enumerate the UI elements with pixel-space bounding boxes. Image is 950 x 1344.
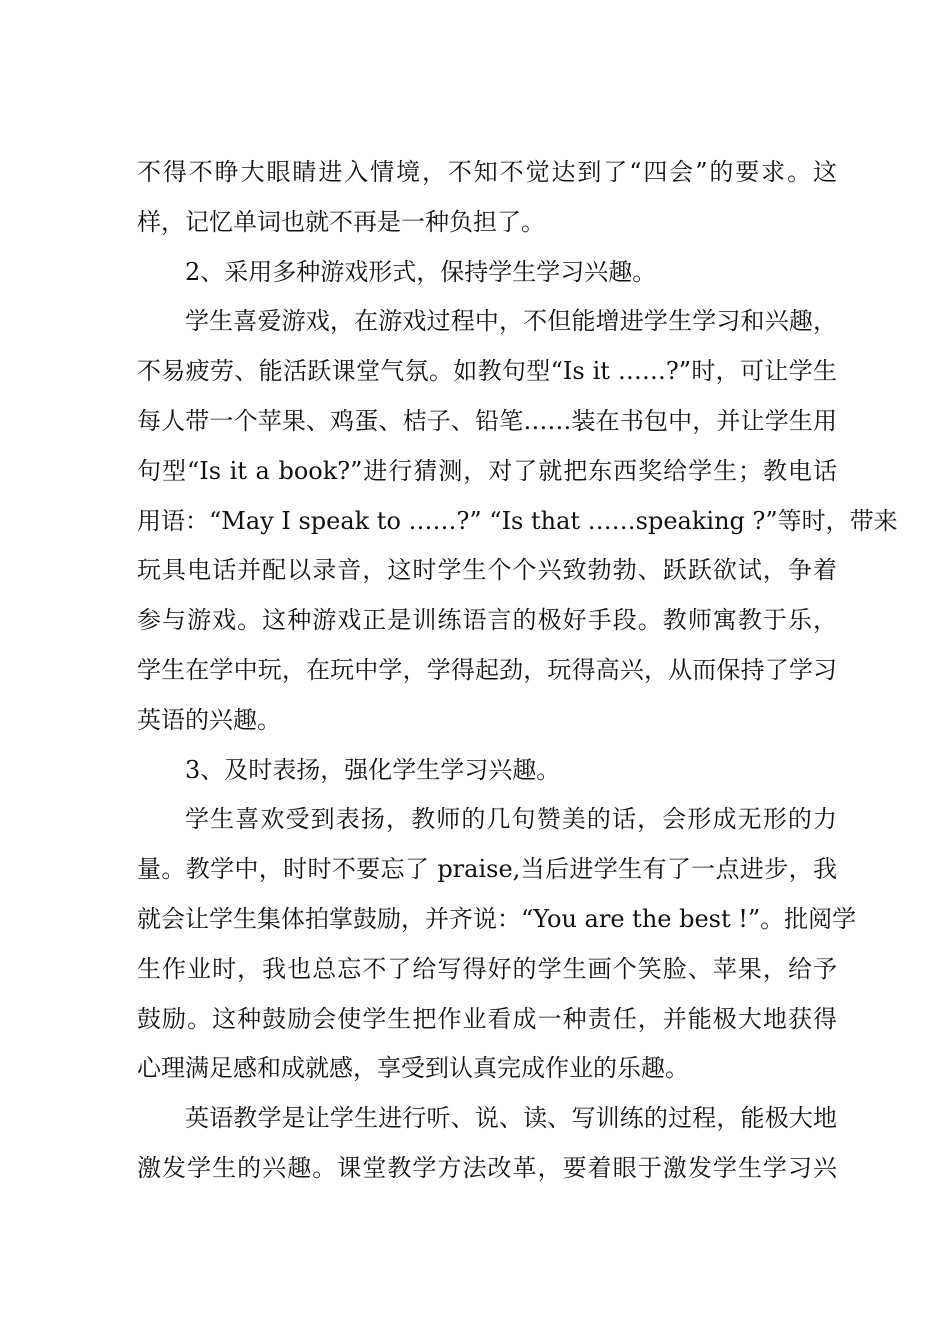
text-line: 参与游戏。这种游戏正是训练语言的极好手段。教师寓教于乐，: [137, 606, 837, 635]
text-line: 英语的兴趣。: [137, 705, 281, 734]
text-line: 用语：“May I speak to ……?” “Is that ……speaking ?”等时，带来: [137, 506, 898, 535]
text-line: 不易疲劳、能活跃课堂气氛。如教句型“Is it ……?”时，可让学生: [137, 357, 837, 386]
text-line: 心理满足感和成就感，享受到认真完成作业的乐趣。: [137, 1054, 689, 1083]
text-line: 生作业时，我也总忘不了给写得好的学生画个笑脸、苹果，给予: [137, 954, 837, 983]
text-line: 玩具电话并配以录音，这时学生个个兴致勃勃、跃跃欲试，争着: [137, 556, 837, 585]
text-line: 不得不睁大眼睛进入情境，不知不觉达到了“四会”的要求。这: [137, 158, 837, 186]
text-line: 每人带一个苹果、鸡蛋、桔子、铅笔……装在书包中，并让学生用: [137, 406, 837, 435]
text-line: 学生喜爱游戏，在游戏过程中，不但能增进学生学习和兴趣，: [185, 307, 837, 336]
text-line: 激发学生的兴趣。课堂教学方法改革，要着眼于激发学生学习兴: [137, 1153, 837, 1182]
section-heading-3: 3、及时表扬，强化学生学习兴趣。: [185, 755, 561, 784]
body-text: [137, 148, 898, 1194]
text-line: 样，记忆单词也就不再是一种负担了。: [137, 207, 545, 236]
text-line: 学生在学中玩，在玩中学，学得起劲，玩得高兴，从而保持了学习: [137, 655, 837, 684]
text-line: 英语教学是让学生进行听、说、读、写训练的过程，能极大地: [185, 1104, 837, 1133]
text-line: 就会让学生集体拍掌鼓励，并齐说：“You are the best !”。批阅学: [137, 904, 857, 933]
text-line: 鼓励。这种鼓励会使学生把作业看成一种责任，并能极大地获得: [137, 1004, 837, 1033]
section-heading-2: 2、采用多种游戏形式，保持学生学习兴趣。: [185, 257, 657, 286]
text-line: 学生喜欢受到表扬，教师的几句赞美的话，会形成无形的力: [185, 805, 837, 834]
text-line: 句型“Is it a book?”进行猜测，对了就把东西奖给学生；教电话: [137, 456, 837, 485]
text-line: 量。教学中，时时不要忘了 praise,当后进学生有了一点进步，我: [137, 855, 837, 884]
